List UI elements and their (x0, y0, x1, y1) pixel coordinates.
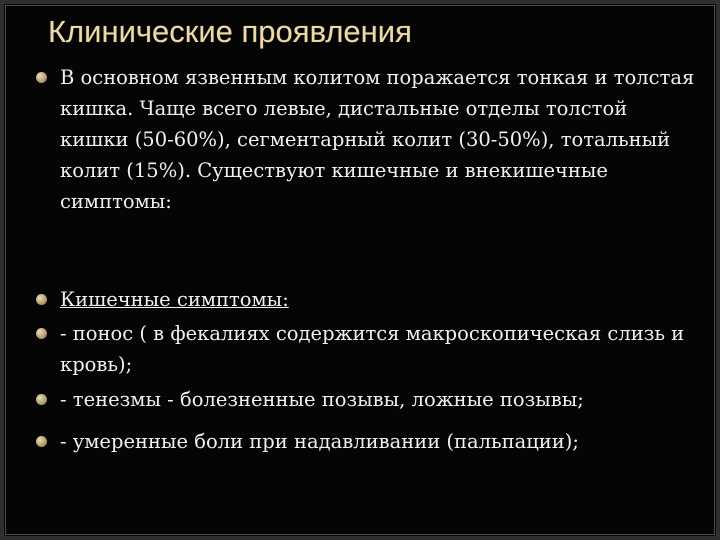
bullet-text: - понос ( в фекалиях содержится макроскопическая слизь и кровь); (60, 322, 685, 376)
round-bullet-icon (36, 328, 47, 339)
round-bullet-icon (36, 72, 47, 83)
bullet-item (36, 426, 696, 457)
bullet-item (36, 318, 696, 380)
bullet-text-heading: Кишечные симптомы: (60, 288, 289, 311)
bullet-text: - умеренные боли при надавливании (пальпации); (60, 430, 579, 453)
bullet-list (4, 4, 720, 540)
bullet-item (36, 284, 696, 315)
round-bullet-icon (36, 294, 47, 305)
slide-title: Клинические проявления (48, 14, 412, 49)
round-bullet-icon (36, 394, 47, 405)
bullet-item (36, 384, 696, 415)
bullet-text: - тенезмы - болезненные позывы, ложные позывы; (60, 388, 584, 411)
bullet-text: В основном язвенным колитом поражается тонкая и толстая кишка. Чаще всего левые, дистальные отделы толстой кишки (50-60%), сегментарный колит (30-50%), тотальный колит (15%). Существуют кишечные и внекишечные симптомы: (60, 66, 695, 213)
round-bullet-icon (36, 436, 47, 447)
bullet-item (36, 62, 696, 217)
